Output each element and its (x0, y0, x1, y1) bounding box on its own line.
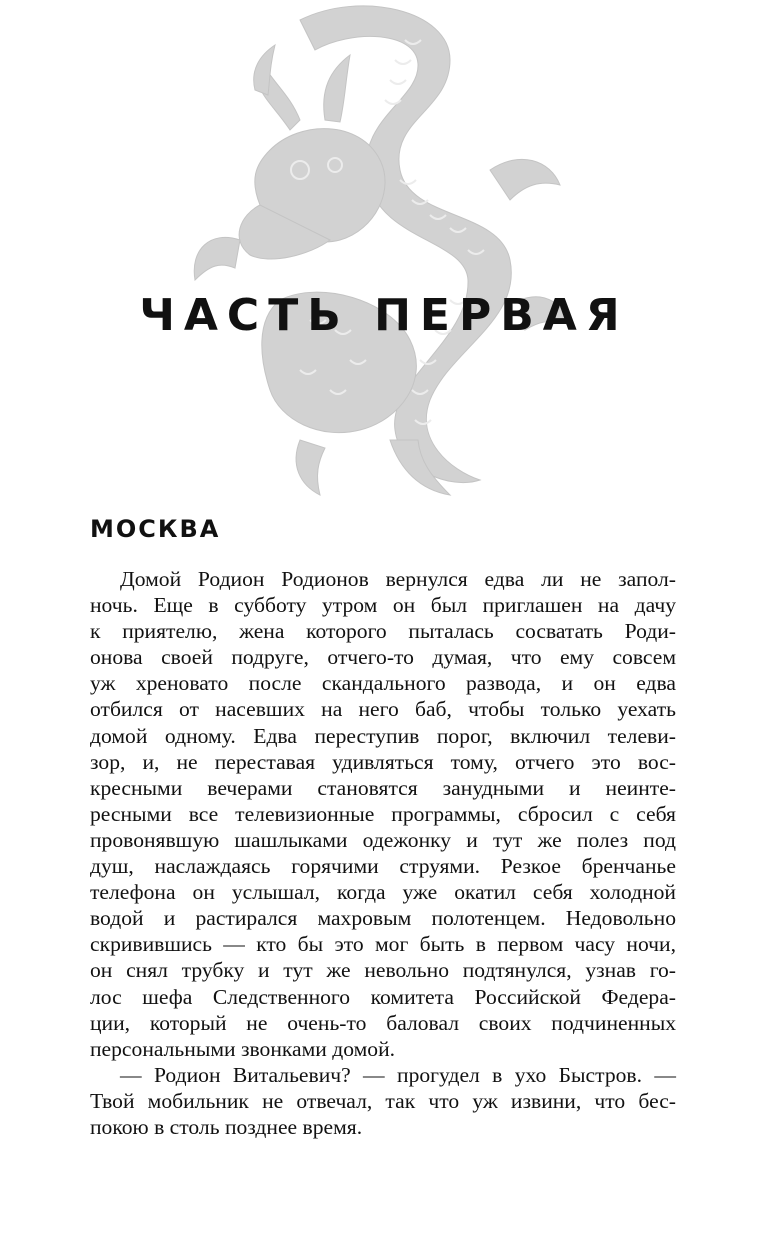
chapter-title: МОСКВА (90, 515, 221, 543)
body-text (90, 566, 676, 1140)
text-line: онова своей подруге, отчего-то думая, что ему совсем (90, 645, 676, 670)
text-line: ции, который не очень-то баловал своих подчиненных (90, 1010, 676, 1035)
part-title: ЧАСТЬ ПЕРВАЯ (139, 290, 629, 341)
text-line: уж хреновато после скандального развода, и он едва (90, 671, 676, 696)
dragon-illustration (150, 0, 580, 500)
text-line: телефона он услышал, когда уже окатил себя холодной (90, 880, 676, 905)
text-line: Домой Родион Родионов вернулся едва ли не запол- (120, 567, 676, 591)
text-line: ночь. Еще в субботу утром он был приглашен на дачу (90, 593, 676, 618)
paragraph (90, 1062, 676, 1140)
text-line: зор, и, не переставая удивляться тому, отчего это вос- (90, 749, 676, 774)
text-line: домой одному. Едва переступив порог, включил телеви- (90, 723, 676, 748)
text-line: он снял трубку и тут же невольно подтянулся, узнав го- (90, 958, 676, 983)
text-line: покою в столь позднее время. (90, 1114, 363, 1139)
paragraph (90, 566, 676, 1062)
text-line: ресными все телевизионные программы, сбросил с себя (90, 801, 676, 826)
text-line: водой и растирался махровым полотенцем. Недовольно (90, 906, 676, 931)
text-line: Твой мобильник не отвечал, так что уж извини, что бес- (90, 1088, 676, 1113)
text-line: душ, наслаждаясь горячими струями. Резкое бренчанье (90, 854, 676, 879)
text-line: персональными звонками домой. (90, 1036, 396, 1061)
text-line: кресными вечерами становятся занудными и неинте- (90, 775, 676, 800)
text-line: провонявшую шашлыками одежонку и тут же полез под (90, 827, 676, 852)
text-line: отбился от насевших на него баб, чтобы только уехать (90, 697, 676, 722)
text-line: лос шефа Следственного комитета Российской Федера- (90, 984, 676, 1009)
text-line: скривившись — кто бы это мог быть в первом часу ночи, (90, 932, 676, 957)
text-line: к приятелю, жена которого пыталась сосватать Роди- (90, 619, 676, 644)
text-line: — Родион Витальевич? — прогудел в ухо Быстров. — (120, 1062, 676, 1087)
